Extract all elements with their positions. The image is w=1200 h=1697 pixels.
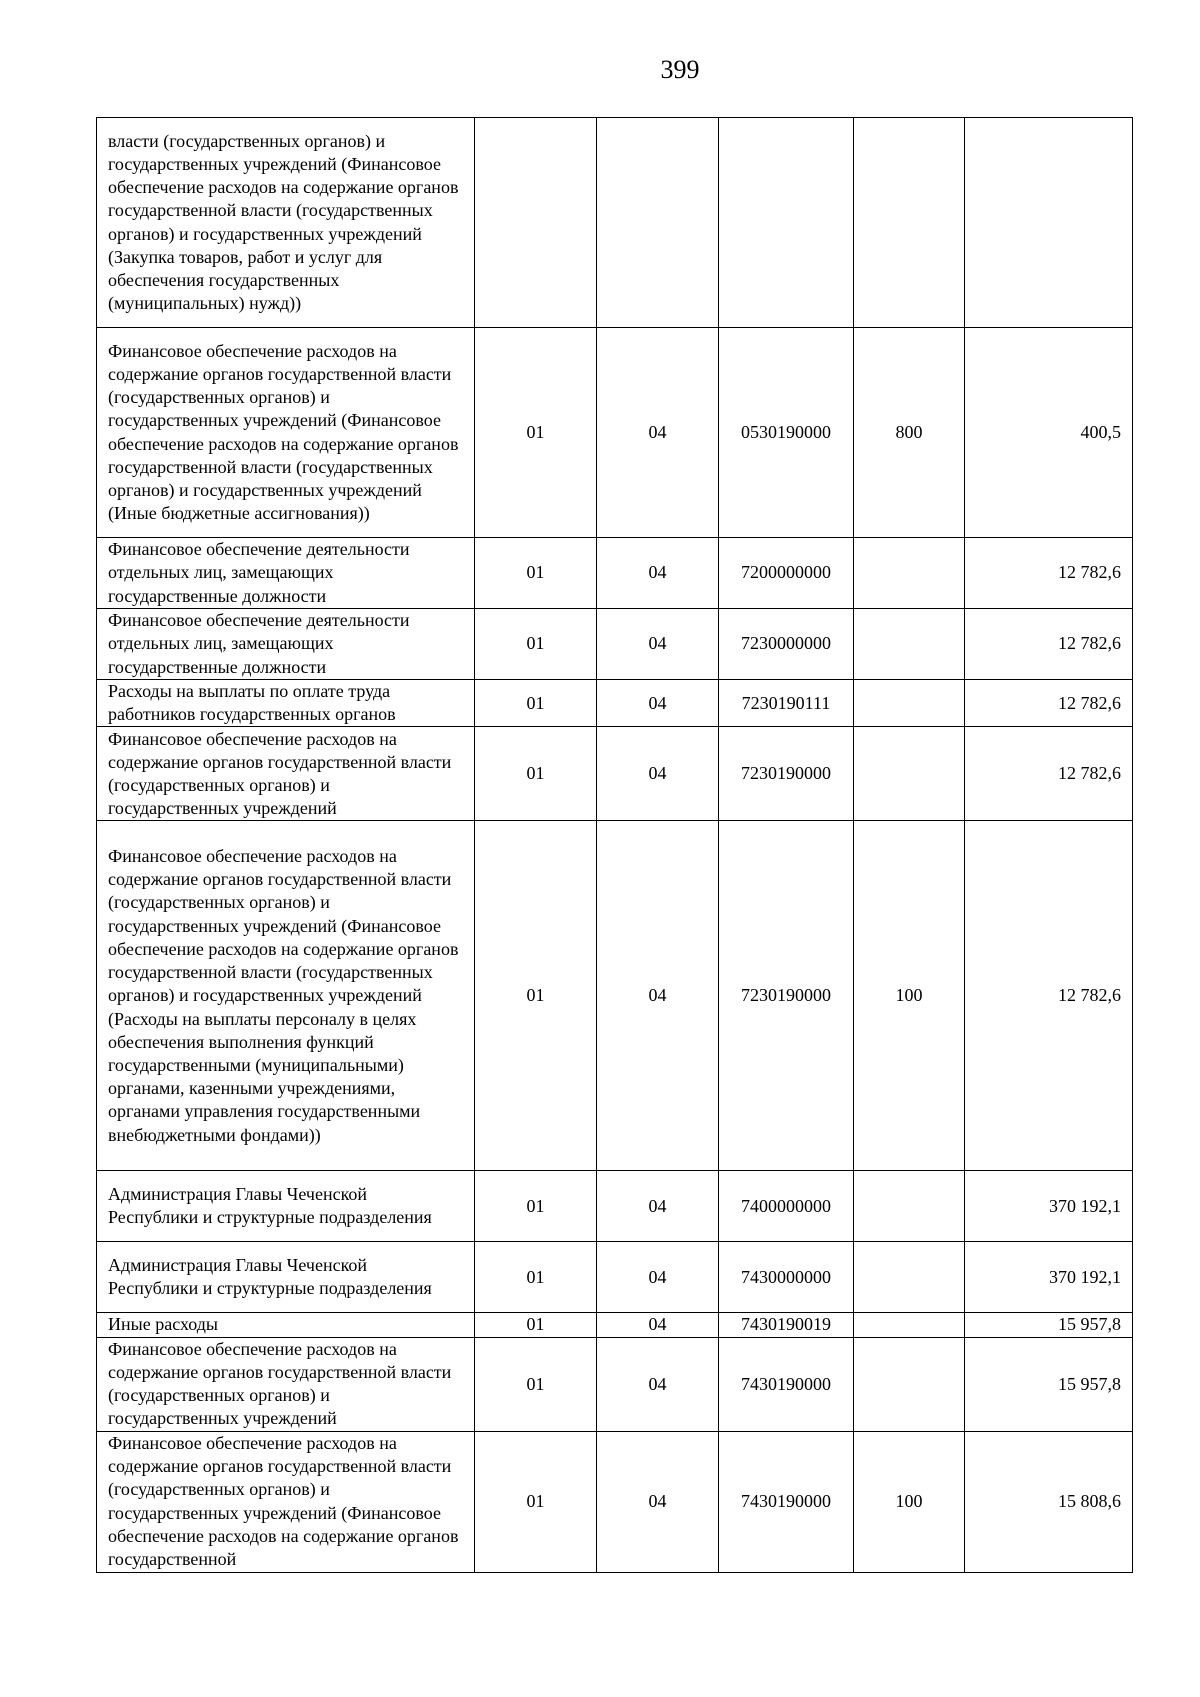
row-target-article: 0530190000	[719, 328, 854, 538]
row-amount: 370 192,1	[965, 1171, 1133, 1242]
row-description: Финансовое обеспечение расходов на содержание органов государственной власти (государственных органов) и государственных учреждений	[97, 727, 475, 821]
row-description: Иные расходы	[97, 1313, 475, 1337]
table-row	[97, 680, 1133, 727]
table-row	[97, 1337, 1133, 1431]
row-description: Финансовое обеспечение деятельности отдельных лиц, замещающих государственные должности	[97, 538, 475, 609]
row-amount: 12 782,6	[965, 538, 1133, 609]
row-subsection: 04	[597, 1313, 719, 1337]
row-amount: 15 808,6	[965, 1431, 1133, 1572]
table-row	[97, 1171, 1133, 1242]
row-target-article: 7430000000	[719, 1242, 854, 1313]
row-section	[475, 118, 597, 328]
row-description: Администрация Главы Чеченской Республики и структурные подразделения	[97, 1171, 475, 1242]
row-amount: 15 957,8	[965, 1313, 1133, 1337]
table-row	[97, 118, 1133, 328]
row-amount: 370 192,1	[965, 1242, 1133, 1313]
row-description: Расходы на выплаты по оплате труда работников государственных органов	[97, 680, 475, 727]
row-amount: 12 782,6	[965, 609, 1133, 680]
row-section: 01	[475, 609, 597, 680]
row-amount	[965, 118, 1133, 328]
row-subsection: 04	[597, 1171, 719, 1242]
table-row	[97, 821, 1133, 1171]
row-description: Финансовое обеспечение расходов на содержание органов государственной власти (государственных органов) и государственных учреждений (Финансовое обеспечение расходов на содержание органов государственной власти (государственных органов) и государственных учреждений (Расходы на выплаты персоналу в целях обеспечения выполнения функций государственными (муниципальными) органами, казенными учреждениями, органами управления государственными внебюджетными фондами))	[97, 821, 475, 1171]
row-expense-type	[854, 118, 965, 328]
row-expense-type	[854, 1242, 965, 1313]
row-section: 01	[475, 1337, 597, 1431]
row-section: 01	[475, 1171, 597, 1242]
table-row	[97, 1313, 1133, 1337]
page-number: 399	[660, 55, 700, 84]
table-row	[97, 1431, 1133, 1572]
row-target-article: 7430190000	[719, 1431, 854, 1572]
row-subsection: 04	[597, 821, 719, 1171]
row-section: 01	[475, 538, 597, 609]
row-expense-type	[854, 538, 965, 609]
row-section: 01	[475, 1242, 597, 1313]
row-section: 01	[475, 328, 597, 538]
row-subsection: 04	[597, 727, 719, 821]
row-description: власти (государственных органов) и государственных учреждений (Финансовое обеспечение расходов на содержание органов государственной власти (государственных органов) и государственных учреждений (Закупка товаров, работ и услуг для обеспечения государственных (муниципальных) нужд))	[97, 118, 475, 328]
row-expense-type: 800	[854, 328, 965, 538]
row-target-article	[719, 118, 854, 328]
row-expense-type	[854, 1171, 965, 1242]
row-subsection: 04	[597, 609, 719, 680]
row-description: Администрация Главы Чеченской Республики и структурные подразделения	[97, 1242, 475, 1313]
row-amount: 15 957,8	[965, 1337, 1133, 1431]
row-expense-type: 100	[854, 1431, 965, 1572]
row-target-article: 7230000000	[719, 609, 854, 680]
row-section: 01	[475, 727, 597, 821]
row-amount: 12 782,6	[965, 680, 1133, 727]
row-subsection: 04	[597, 538, 719, 609]
row-target-article: 7200000000	[719, 538, 854, 609]
row-amount: 12 782,6	[965, 727, 1133, 821]
row-description: Финансовое обеспечение расходов на содержание органов государственной власти (государственных органов) и государственных учреждений (Финансовое обеспечение расходов на содержание органов государственной власти (государственных органов) и государственных учреждений (Иные бюджетные ассигнования))	[97, 328, 475, 538]
row-expense-type	[854, 680, 965, 727]
row-target-article: 7430190000	[719, 1337, 854, 1431]
row-expense-type	[854, 727, 965, 821]
row-target-article: 7230190111	[719, 680, 854, 727]
row-target-article: 7400000000	[719, 1171, 854, 1242]
table-row	[97, 538, 1133, 609]
row-section: 01	[475, 1313, 597, 1337]
row-section: 01	[475, 821, 597, 1171]
row-subsection: 04	[597, 1337, 719, 1431]
row-section: 01	[475, 1431, 597, 1572]
row-target-article: 7230190000	[719, 727, 854, 821]
table-row	[97, 328, 1133, 538]
row-amount: 400,5	[965, 328, 1133, 538]
row-section: 01	[475, 680, 597, 727]
row-description: Финансовое обеспечение деятельности отдельных лиц, замещающих государственные должности	[97, 609, 475, 680]
row-expense-type: 100	[854, 821, 965, 1171]
table-row	[97, 1242, 1133, 1313]
row-expense-type	[854, 1313, 965, 1337]
row-target-article: 7230190000	[719, 821, 854, 1171]
row-description: Финансовое обеспечение расходов на содержание органов государственной власти (государственных органов) и государственных учреждений (Финансовое обеспечение расходов на содержание органов государственной	[97, 1431, 475, 1572]
row-subsection	[597, 118, 719, 328]
row-subsection: 04	[597, 328, 719, 538]
row-amount: 12 782,6	[965, 821, 1133, 1171]
table-row	[97, 609, 1133, 680]
row-description: Финансовое обеспечение расходов на содержание органов государственной власти (государственных органов) и государственных учреждений	[97, 1337, 475, 1431]
budget-table	[96, 117, 1133, 1573]
row-expense-type	[854, 1337, 965, 1431]
table-row	[97, 727, 1133, 821]
row-expense-type	[854, 609, 965, 680]
row-subsection: 04	[597, 680, 719, 727]
row-target-article: 7430190019	[719, 1313, 854, 1337]
row-subsection: 04	[597, 1431, 719, 1572]
row-subsection: 04	[597, 1242, 719, 1313]
